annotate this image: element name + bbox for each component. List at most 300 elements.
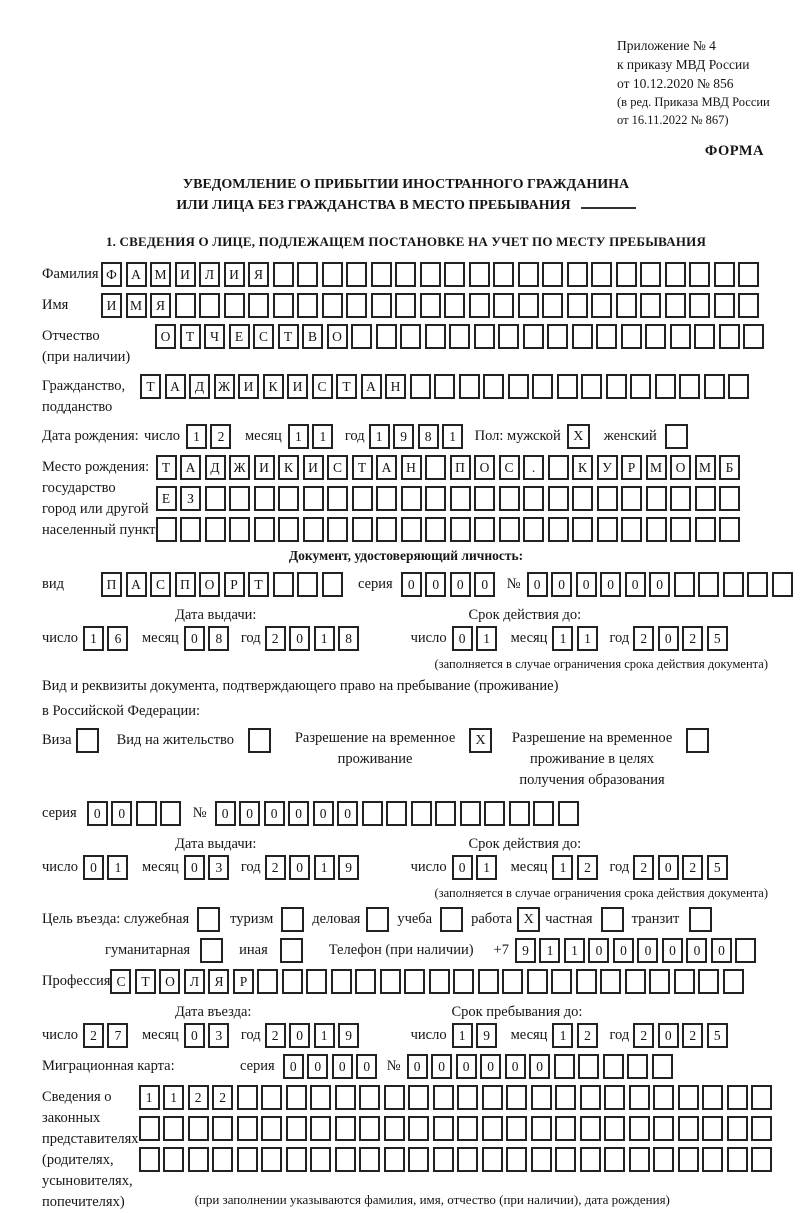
char-cell[interactable]: 0 xyxy=(452,626,473,651)
char-cell[interactable] xyxy=(665,293,686,318)
char-cell[interactable] xyxy=(212,1147,233,1172)
char-cell[interactable] xyxy=(408,1116,429,1141)
char-cell[interactable] xyxy=(261,1116,282,1141)
char-cell[interactable]: 0 xyxy=(356,1054,377,1079)
char-cell[interactable] xyxy=(322,262,343,287)
char-cell[interactable]: 1 xyxy=(539,938,560,963)
char-cell[interactable] xyxy=(652,1054,673,1079)
char-cell[interactable] xyxy=(542,262,563,287)
char-cell[interactable] xyxy=(335,1085,356,1110)
char-cell[interactable] xyxy=(136,801,157,826)
char-cell[interactable]: 0 xyxy=(588,938,609,963)
char-cell[interactable]: Т xyxy=(180,324,201,349)
char-cell[interactable]: 7 xyxy=(107,1023,128,1048)
char-cell[interactable] xyxy=(653,1085,674,1110)
char-cell[interactable]: 9 xyxy=(338,855,359,880)
char-cell[interactable] xyxy=(531,1085,552,1110)
char-cell[interactable]: 0 xyxy=(184,626,205,651)
char-cell[interactable] xyxy=(523,324,544,349)
char-cell[interactable] xyxy=(483,374,504,399)
char-cell[interactable]: 1 xyxy=(186,424,207,449)
char-cell[interactable] xyxy=(303,517,324,542)
char-cell[interactable]: 1 xyxy=(314,855,335,880)
char-cell[interactable] xyxy=(723,969,744,994)
char-cell[interactable] xyxy=(376,517,397,542)
char-cell[interactable] xyxy=(188,1147,209,1172)
char-cell[interactable]: 2 xyxy=(633,626,654,651)
char-cell[interactable]: 0 xyxy=(87,801,108,826)
char-cell[interactable] xyxy=(384,1085,405,1110)
char-cell[interactable] xyxy=(629,1147,650,1172)
char-cell[interactable] xyxy=(420,262,441,287)
char-cell[interactable]: А xyxy=(126,262,147,287)
char-cell[interactable] xyxy=(604,1085,625,1110)
char-cell[interactable] xyxy=(689,262,710,287)
char-cell[interactable]: 2 xyxy=(682,626,703,651)
char-cell[interactable] xyxy=(163,1116,184,1141)
char-cell[interactable] xyxy=(702,1147,723,1172)
char-cell[interactable] xyxy=(435,801,456,826)
char-cell[interactable] xyxy=(297,262,318,287)
char-cell[interactable] xyxy=(254,517,275,542)
char-cell[interactable]: 0 xyxy=(576,572,597,597)
char-cell[interactable] xyxy=(410,374,431,399)
char-cell[interactable]: 2 xyxy=(633,855,654,880)
char-cell[interactable]: 0 xyxy=(332,1054,353,1079)
char-cell[interactable] xyxy=(386,801,407,826)
char-cell[interactable]: 9 xyxy=(515,938,536,963)
char-cell[interactable] xyxy=(371,293,392,318)
char-cell[interactable] xyxy=(670,517,691,542)
char-cell[interactable]: С xyxy=(327,455,348,480)
female-checkbox[interactable] xyxy=(665,424,688,449)
char-cell[interactable] xyxy=(678,1085,699,1110)
char-cell[interactable] xyxy=(554,1054,575,1079)
char-cell[interactable]: Т xyxy=(278,324,299,349)
char-cell[interactable] xyxy=(212,1116,233,1141)
char-cell[interactable] xyxy=(444,262,465,287)
char-cell[interactable]: 2 xyxy=(577,1023,598,1048)
char-cell[interactable] xyxy=(362,801,383,826)
char-cell[interactable] xyxy=(478,969,499,994)
char-cell[interactable]: К xyxy=(263,374,284,399)
char-cell[interactable]: 0 xyxy=(425,572,446,597)
char-cell[interactable] xyxy=(694,324,715,349)
char-cell[interactable] xyxy=(474,486,495,511)
char-cell[interactable] xyxy=(727,1085,748,1110)
char-cell[interactable]: 0 xyxy=(407,1054,428,1079)
char-cell[interactable] xyxy=(506,1085,527,1110)
char-cell[interactable] xyxy=(772,572,793,597)
char-cell[interactable]: М xyxy=(695,455,716,480)
char-cell[interactable] xyxy=(567,293,588,318)
char-cell[interactable]: 0 xyxy=(111,801,132,826)
char-cell[interactable]: 3 xyxy=(208,855,229,880)
char-cell[interactable]: 0 xyxy=(83,855,104,880)
char-cell[interactable]: 1 xyxy=(577,626,598,651)
char-cell[interactable]: 8 xyxy=(338,626,359,651)
char-cell[interactable]: С xyxy=(253,324,274,349)
char-cell[interactable]: 0 xyxy=(288,801,309,826)
char-cell[interactable] xyxy=(327,517,348,542)
char-cell[interactable] xyxy=(286,1147,307,1172)
char-cell[interactable]: 0 xyxy=(505,1054,526,1079)
char-cell[interactable]: 5 xyxy=(707,855,728,880)
char-cell[interactable]: О xyxy=(199,572,220,597)
male-checkbox[interactable]: X xyxy=(567,424,590,449)
char-cell[interactable] xyxy=(719,486,740,511)
char-cell[interactable]: Е xyxy=(229,324,250,349)
char-cell[interactable]: 0 xyxy=(474,572,495,597)
char-cell[interactable] xyxy=(498,324,519,349)
char-cell[interactable] xyxy=(723,572,744,597)
char-cell[interactable]: И xyxy=(101,293,122,318)
char-cell[interactable] xyxy=(621,486,642,511)
char-cell[interactable] xyxy=(322,293,343,318)
visa-checkbox[interactable] xyxy=(76,728,99,753)
char-cell[interactable] xyxy=(557,374,578,399)
char-cell[interactable] xyxy=(286,1085,307,1110)
char-cell[interactable]: М xyxy=(150,262,171,287)
char-cell[interactable]: 2 xyxy=(682,1023,703,1048)
char-cell[interactable]: О xyxy=(327,324,348,349)
char-cell[interactable] xyxy=(434,374,455,399)
char-cell[interactable] xyxy=(555,1116,576,1141)
char-cell[interactable]: 2 xyxy=(188,1085,209,1110)
char-cell[interactable] xyxy=(180,517,201,542)
char-cell[interactable]: Р xyxy=(621,455,642,480)
char-cell[interactable]: 0 xyxy=(658,855,679,880)
char-cell[interactable] xyxy=(581,374,602,399)
char-cell[interactable]: 2 xyxy=(212,1085,233,1110)
char-cell[interactable] xyxy=(229,486,250,511)
char-cell[interactable] xyxy=(616,293,637,318)
char-cell[interactable]: 0 xyxy=(239,801,260,826)
char-cell[interactable]: 0 xyxy=(431,1054,452,1079)
char-cell[interactable]: П xyxy=(101,572,122,597)
char-cell[interactable] xyxy=(335,1116,356,1141)
char-cell[interactable] xyxy=(591,293,612,318)
char-cell[interactable] xyxy=(237,1147,258,1172)
char-cell[interactable] xyxy=(523,517,544,542)
char-cell[interactable] xyxy=(395,262,416,287)
char-cell[interactable] xyxy=(273,572,294,597)
char-cell[interactable] xyxy=(273,293,294,318)
char-cell[interactable]: 2 xyxy=(265,855,286,880)
char-cell[interactable] xyxy=(224,293,245,318)
char-cell[interactable] xyxy=(156,517,177,542)
char-cell[interactable]: 1 xyxy=(139,1085,160,1110)
char-cell[interactable] xyxy=(310,1085,331,1110)
char-cell[interactable] xyxy=(444,293,465,318)
char-cell[interactable]: 1 xyxy=(369,424,390,449)
char-cell[interactable] xyxy=(645,324,666,349)
char-cell[interactable] xyxy=(327,486,348,511)
char-cell[interactable] xyxy=(719,517,740,542)
char-cell[interactable]: 5 xyxy=(707,626,728,651)
char-cell[interactable] xyxy=(395,293,416,318)
char-cell[interactable] xyxy=(163,1147,184,1172)
char-cell[interactable]: 0 xyxy=(686,938,707,963)
char-cell[interactable]: И xyxy=(287,374,308,399)
char-cell[interactable] xyxy=(646,486,667,511)
edu-permit-checkbox[interactable] xyxy=(686,728,709,753)
char-cell[interactable]: 1 xyxy=(288,424,309,449)
humanitarian-checkbox[interactable] xyxy=(200,938,223,963)
char-cell[interactable] xyxy=(674,572,695,597)
char-cell[interactable] xyxy=(630,374,651,399)
char-cell[interactable]: 0 xyxy=(184,855,205,880)
char-cell[interactable] xyxy=(670,486,691,511)
char-cell[interactable] xyxy=(527,969,548,994)
char-cell[interactable]: Т xyxy=(135,969,156,994)
char-cell[interactable] xyxy=(359,1116,380,1141)
char-cell[interactable] xyxy=(627,1054,648,1079)
char-cell[interactable] xyxy=(629,1116,650,1141)
char-cell[interactable] xyxy=(322,572,343,597)
char-cell[interactable] xyxy=(433,1116,454,1141)
char-cell[interactable]: 1 xyxy=(552,626,573,651)
char-cell[interactable] xyxy=(139,1116,160,1141)
char-cell[interactable] xyxy=(474,324,495,349)
char-cell[interactable]: Ж xyxy=(229,455,250,480)
char-cell[interactable] xyxy=(352,486,373,511)
char-cell[interactable]: 0 xyxy=(289,855,310,880)
char-cell[interactable]: 0 xyxy=(456,1054,477,1079)
char-cell[interactable]: Я xyxy=(248,262,269,287)
char-cell[interactable] xyxy=(689,293,710,318)
char-cell[interactable] xyxy=(714,293,735,318)
char-cell[interactable] xyxy=(506,1116,527,1141)
char-cell[interactable] xyxy=(303,486,324,511)
char-cell[interactable]: 1 xyxy=(552,855,573,880)
other-purpose-checkbox[interactable] xyxy=(280,938,303,963)
char-cell[interactable] xyxy=(604,1147,625,1172)
char-cell[interactable] xyxy=(450,486,471,511)
char-cell[interactable]: 1 xyxy=(312,424,333,449)
char-cell[interactable] xyxy=(603,1054,624,1079)
char-cell[interactable]: М xyxy=(646,455,667,480)
temp-permit-checkbox[interactable]: X xyxy=(469,728,492,753)
char-cell[interactable] xyxy=(237,1116,258,1141)
char-cell[interactable] xyxy=(502,969,523,994)
char-cell[interactable] xyxy=(376,486,397,511)
char-cell[interactable] xyxy=(188,1116,209,1141)
char-cell[interactable] xyxy=(433,1147,454,1172)
char-cell[interactable]: Р xyxy=(224,572,245,597)
char-cell[interactable]: К xyxy=(278,455,299,480)
char-cell[interactable]: Ж xyxy=(214,374,235,399)
char-cell[interactable]: 1 xyxy=(452,1023,473,1048)
char-cell[interactable]: З xyxy=(180,486,201,511)
char-cell[interactable]: 9 xyxy=(338,1023,359,1048)
char-cell[interactable] xyxy=(738,262,759,287)
char-cell[interactable]: В xyxy=(302,324,323,349)
char-cell[interactable] xyxy=(282,969,303,994)
char-cell[interactable]: 2 xyxy=(682,855,703,880)
char-cell[interactable] xyxy=(380,969,401,994)
char-cell[interactable] xyxy=(518,262,539,287)
char-cell[interactable]: Я xyxy=(208,969,229,994)
char-cell[interactable] xyxy=(555,1085,576,1110)
char-cell[interactable]: 0 xyxy=(307,1054,328,1079)
char-cell[interactable]: 8 xyxy=(418,424,439,449)
char-cell[interactable]: П xyxy=(175,572,196,597)
char-cell[interactable]: Н xyxy=(401,455,422,480)
char-cell[interactable] xyxy=(469,262,490,287)
char-cell[interactable]: 2 xyxy=(210,424,231,449)
char-cell[interactable] xyxy=(237,1085,258,1110)
char-cell[interactable]: Е xyxy=(156,486,177,511)
char-cell[interactable] xyxy=(698,572,719,597)
char-cell[interactable]: 0 xyxy=(649,572,670,597)
char-cell[interactable]: Л xyxy=(184,969,205,994)
char-cell[interactable] xyxy=(698,969,719,994)
char-cell[interactable] xyxy=(459,374,480,399)
char-cell[interactable] xyxy=(310,1147,331,1172)
char-cell[interactable] xyxy=(558,801,579,826)
char-cell[interactable]: 0 xyxy=(264,801,285,826)
char-cell[interactable]: К xyxy=(572,455,593,480)
char-cell[interactable]: 2 xyxy=(83,1023,104,1048)
char-cell[interactable]: О xyxy=(474,455,495,480)
char-cell[interactable] xyxy=(738,293,759,318)
char-cell[interactable] xyxy=(600,969,621,994)
char-cell[interactable]: 1 xyxy=(163,1085,184,1110)
char-cell[interactable]: 0 xyxy=(662,938,683,963)
char-cell[interactable] xyxy=(355,969,376,994)
char-cell[interactable]: А xyxy=(165,374,186,399)
char-cell[interactable]: 1 xyxy=(314,626,335,651)
char-cell[interactable] xyxy=(306,969,327,994)
char-cell[interactable] xyxy=(580,1147,601,1172)
char-cell[interactable] xyxy=(425,324,446,349)
char-cell[interactable] xyxy=(695,486,716,511)
char-cell[interactable]: Б xyxy=(719,455,740,480)
char-cell[interactable]: 0 xyxy=(529,1054,550,1079)
char-cell[interactable] xyxy=(474,517,495,542)
char-cell[interactable] xyxy=(576,969,597,994)
char-cell[interactable] xyxy=(548,517,569,542)
char-cell[interactable]: 0 xyxy=(184,1023,205,1048)
tourism-checkbox[interactable] xyxy=(281,907,304,932)
char-cell[interactable] xyxy=(297,293,318,318)
char-cell[interactable]: Т xyxy=(156,455,177,480)
char-cell[interactable] xyxy=(401,517,422,542)
char-cell[interactable] xyxy=(509,801,530,826)
char-cell[interactable] xyxy=(499,486,520,511)
char-cell[interactable] xyxy=(751,1085,772,1110)
char-cell[interactable] xyxy=(567,262,588,287)
char-cell[interactable] xyxy=(506,1147,527,1172)
char-cell[interactable] xyxy=(331,969,352,994)
char-cell[interactable] xyxy=(199,293,220,318)
char-cell[interactable] xyxy=(655,374,676,399)
char-cell[interactable]: С xyxy=(150,572,171,597)
char-cell[interactable] xyxy=(621,517,642,542)
char-cell[interactable]: С xyxy=(499,455,520,480)
char-cell[interactable] xyxy=(278,486,299,511)
char-cell[interactable]: 5 xyxy=(707,1023,728,1048)
char-cell[interactable]: Н xyxy=(385,374,406,399)
char-cell[interactable] xyxy=(653,1147,674,1172)
char-cell[interactable] xyxy=(518,293,539,318)
char-cell[interactable]: 2 xyxy=(577,855,598,880)
char-cell[interactable] xyxy=(429,969,450,994)
char-cell[interactable] xyxy=(411,801,432,826)
transit-checkbox[interactable] xyxy=(689,907,712,932)
char-cell[interactable]: 0 xyxy=(337,801,358,826)
char-cell[interactable] xyxy=(702,1085,723,1110)
char-cell[interactable]: О xyxy=(159,969,180,994)
char-cell[interactable]: Д xyxy=(189,374,210,399)
char-cell[interactable] xyxy=(555,1147,576,1172)
char-cell[interactable] xyxy=(254,486,275,511)
char-cell[interactable] xyxy=(229,517,250,542)
char-cell[interactable]: Т xyxy=(352,455,373,480)
char-cell[interactable] xyxy=(572,486,593,511)
char-cell[interactable] xyxy=(484,801,505,826)
char-cell[interactable]: Ч xyxy=(204,324,225,349)
char-cell[interactable]: И xyxy=(238,374,259,399)
char-cell[interactable]: И xyxy=(224,262,245,287)
char-cell[interactable] xyxy=(533,801,554,826)
char-cell[interactable] xyxy=(727,1116,748,1141)
char-cell[interactable]: 1 xyxy=(83,626,104,651)
char-cell[interactable]: 0 xyxy=(613,938,634,963)
char-cell[interactable] xyxy=(532,374,553,399)
char-cell[interactable]: 0 xyxy=(711,938,732,963)
char-cell[interactable]: О xyxy=(670,455,691,480)
char-cell[interactable] xyxy=(743,324,764,349)
char-cell[interactable]: . xyxy=(523,455,544,480)
char-cell[interactable] xyxy=(578,1054,599,1079)
char-cell[interactable] xyxy=(548,455,569,480)
char-cell[interactable] xyxy=(351,324,372,349)
char-cell[interactable] xyxy=(310,1116,331,1141)
char-cell[interactable] xyxy=(591,262,612,287)
char-cell[interactable]: П xyxy=(450,455,471,480)
char-cell[interactable] xyxy=(425,517,446,542)
char-cell[interactable] xyxy=(401,486,422,511)
official-checkbox[interactable] xyxy=(197,907,220,932)
char-cell[interactable]: Ф xyxy=(101,262,122,287)
char-cell[interactable] xyxy=(297,572,318,597)
char-cell[interactable]: 9 xyxy=(476,1023,497,1048)
char-cell[interactable]: 0 xyxy=(480,1054,501,1079)
char-cell[interactable]: 1 xyxy=(476,855,497,880)
char-cell[interactable] xyxy=(449,324,470,349)
char-cell[interactable] xyxy=(457,1147,478,1172)
char-cell[interactable]: А xyxy=(126,572,147,597)
char-cell[interactable] xyxy=(679,374,700,399)
char-cell[interactable] xyxy=(457,1085,478,1110)
char-cell[interactable] xyxy=(384,1116,405,1141)
char-cell[interactable]: Д xyxy=(205,455,226,480)
char-cell[interactable]: И xyxy=(175,262,196,287)
char-cell[interactable] xyxy=(261,1085,282,1110)
char-cell[interactable] xyxy=(625,969,646,994)
char-cell[interactable] xyxy=(359,1085,380,1110)
char-cell[interactable] xyxy=(597,486,618,511)
char-cell[interactable]: 1 xyxy=(552,1023,573,1048)
char-cell[interactable] xyxy=(596,324,617,349)
char-cell[interactable] xyxy=(508,374,529,399)
char-cell[interactable] xyxy=(273,262,294,287)
char-cell[interactable] xyxy=(665,262,686,287)
char-cell[interactable] xyxy=(531,1147,552,1172)
char-cell[interactable]: 0 xyxy=(289,626,310,651)
